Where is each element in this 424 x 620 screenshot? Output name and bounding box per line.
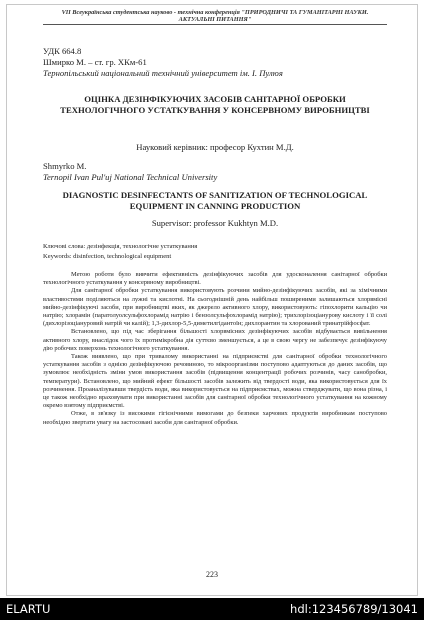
keywords-en: Keywords: disinfection, technological equipment (43, 253, 172, 260)
repository-name[interactable]: ELARTU (6, 602, 51, 616)
supervisor-en: Supervisor: professor Kukhtyn M.D. (151, 218, 279, 228)
author-uk: Шмирко М. – ст. гр. ХКм-61 (43, 57, 147, 67)
keywords-uk: Ключові слова: дезінфекція, технологічне устаткування (43, 243, 198, 250)
paragraph: Для санітарної обробки устаткування використовують розчини мийно-дезінфікуючих засобів, які за хімічними властивостями поділяються на лужні та кислотні. На сьогоднішній день найбільш поширеними залишаються хлорвмісні мийно-дезінфікуючі засоби, при виробництві яких, як джерело активного хлору, використовують: гіпохлорити кальцію чи натрію; хлорамін (паратолуолсульфохлорамід натрію і бензолсульфохлорамід натрію); трихлорізоціанурову кислоту і її солі (дихлорізоціануровий натрій чи калій); 1,3-дихлор-5,5-диметилгідантоїн; дихлорантин та хлорований тринатрійфосфат. (43, 287, 387, 328)
institution-en: Ternopil Ivan Pul'uj National Technical University (43, 172, 218, 182)
page-number: 223 (206, 570, 218, 579)
udc-code: УДК 664.8 (43, 46, 82, 56)
conference-header: VII Всеукраїнська студентська науково - технічна конференція "ПРИРОДНИЧІ ТА ГУМАНІТАРНІ НАУКИ. АКТУАЛЬНІ ПИТАННЯ" (43, 9, 387, 25)
paragraph: Метою роботи було вивчити ефективність дезінфікуючих засобів для удосконалення санітарної обробки технологічного устаткування у консервному виробництві. (43, 271, 387, 287)
paragraph: Встановлено, що під час зберігання більшості хлорвмісних дезінфікуючих засобів відбувається вивільнення активного хлору, внаслідок чого їх протимікробна дія суттєво зменшується, а це в свою чергу не забезпечує дезінфікуючу дію робочих поверхонь технологічного устаткування. (43, 328, 387, 352)
title-uk: ОЦІНКА ДЕЗІНФІКУЮЧИХ ЗАСОБІВ САНІТАРНОЇ ОБРОБКИ ТЕХНОЛОГІЧНОГО УСТАТКУВАННЯ У КОНСЕРВНОМУ ВИРОБНИЦТВІ (60, 94, 370, 115)
supervisor-uk: Науковий керівник: професор Кухтин М.Д. (136, 142, 294, 152)
paragraph: Також виявлено, що при тривалому використанні на підприємстві для санітарної обробки технологічного устаткування засобів з однією дезінфікуючою речовиною, то мікроорганізми поступово адаптуються до даних засобів, що зумовлює необхідність зміни умов використання засобів (підвищення концентрації робочих розчинів, часу санобробки, температури). Встановлено, що мийний ефект більшості засобів залежить від твердості води, яка використовується для їх розчинення. Проаналізувавши твердість води, яка використовується на підприємствах, можна стверджувати, що вона різна, і це також необхідно враховувати при використанні засобів для санітарної обробки технологічного устаткування на кожному окремо взятому підприємстві. (43, 353, 387, 410)
paragraph: Отже, в зв'язку із високими гігієнічними вимогами до безпеки харчових продуктів виробникам поступово необхідно звертати увагу на застосовані засоби для санітарної обробки. (43, 410, 387, 426)
institution-uk: Тернопільський національний технічний університет ім. І. Пулюя (43, 68, 283, 78)
keywords-block (43, 242, 387, 262)
title-en: DIAGNOSTIC DESINFECTANTS OF SANITIZATION OF TECHNOLOGICAL EQUIPMENT IN CANNING PRODUCTION (62, 190, 368, 211)
body-text (43, 271, 387, 427)
handle-id[interactable]: hdl:123456789/13041 (290, 602, 418, 616)
paper-page (6, 4, 418, 596)
author-en: Shmyrko M. (43, 161, 87, 171)
repository-footer (0, 598, 424, 620)
